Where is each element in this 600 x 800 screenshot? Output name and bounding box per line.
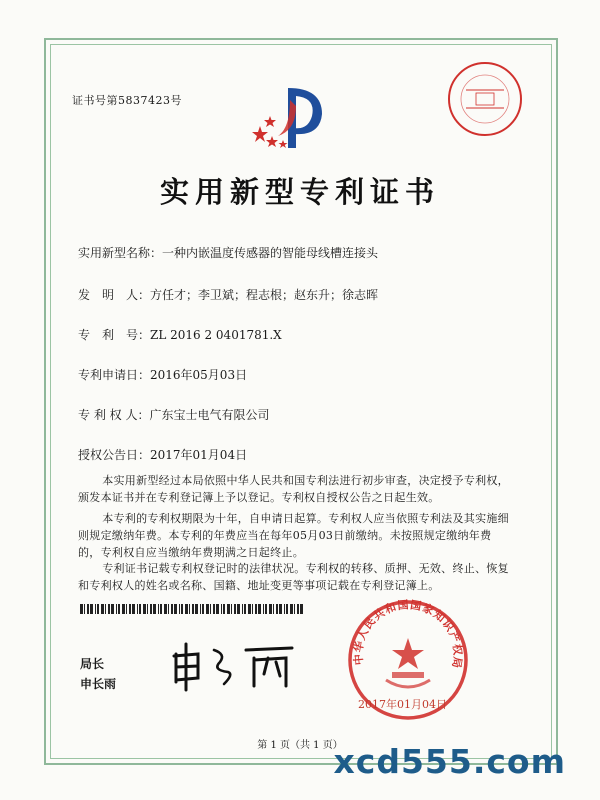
svg-text:中华人民共和国国家知识产权局: 中华人民共和国国家知识产权局 — [351, 598, 465, 670]
utility-model-name: 实用新型名称：一种内嵌温度传感器的智能母线槽连接头 — [78, 246, 379, 260]
seal-date: 2017年01月04日 — [358, 698, 447, 711]
page-number: 第 1 页（共 1 页） — [257, 740, 343, 751]
paragraph-term: 本专利的专利权期限为十年，自申请日起算。专利权人应当依照专利法及其实施细则规定缴纳年费。本专利的年费应当在每年05月03日前缴纳。未按照规定缴纳年费的，专利权自应当缴纳年费期满之日起终止。 — [78, 512, 509, 559]
announcement-date: 授权公告日：2017年01月04日 — [78, 448, 248, 462]
paragraph-legal-status: 专利证书记载专利权登记时的法律状况。专利权的转移、质押、无效、终止、恢复和专利权人的姓名或名称、国籍、地址变更等事项记载在专利登记簿上。 — [78, 562, 509, 592]
barcode — [80, 604, 306, 614]
director-title: 局长 — [80, 657, 105, 671]
patent-number: 专 利 号：ZL 2016 2 0401781.X — [78, 328, 282, 342]
paragraph-grant: 本实用新型经过本局依照中华人民共和国专利法进行初步审查，决定授予专利权，颁发本证书并在专利登记簿上予以登记。专利权自授权公告之日起生效。 — [78, 474, 509, 504]
watermark: xcd555.com — [333, 742, 566, 781]
director-name: 申长雨 — [80, 677, 117, 691]
certificate-number: 证书号第5837423号 — [72, 94, 182, 107]
inventors: 发 明 人：方任才；李卫斌；程志根；赵东升；徐志晖 — [78, 288, 379, 302]
patentee: 专 利 权 人：广东宝士电气有限公司 — [78, 408, 270, 422]
director-signature — [168, 640, 298, 692]
sipo-logo-icon — [250, 78, 330, 158]
top-stamp-seal — [446, 60, 524, 138]
certificate-title: 实用新型专利证书 — [159, 175, 440, 209]
filing-date: 专利申请日：2016年05月03日 — [78, 368, 248, 382]
